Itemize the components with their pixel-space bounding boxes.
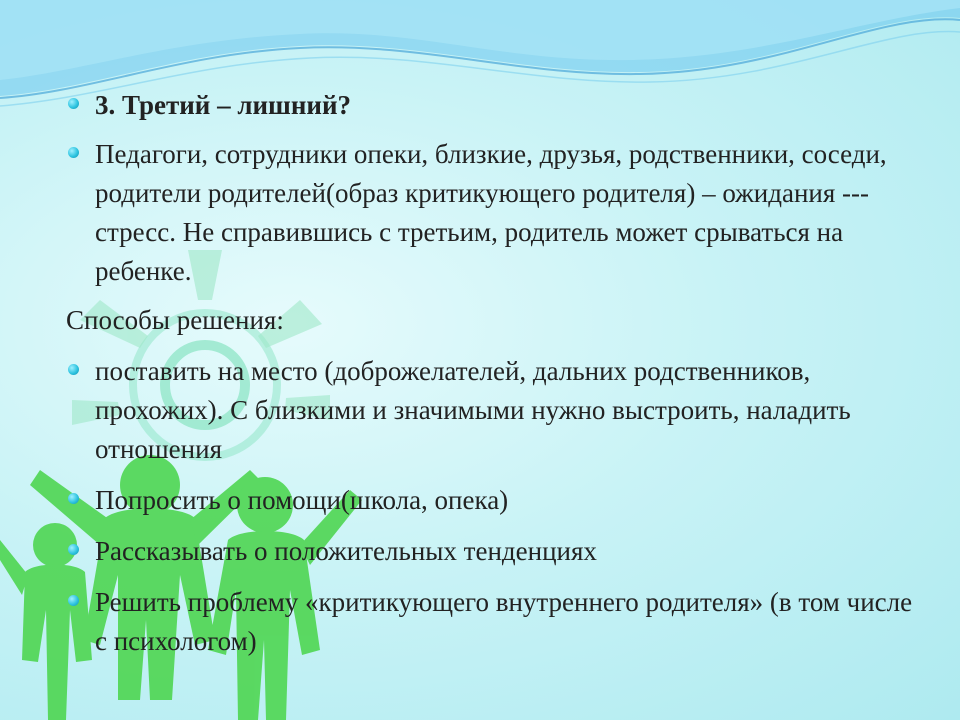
item-text: поставить на место (доброжелателей, дальних родственников, прохожих). С близкими и значимыми нужно выстроить, наладить отношения xyxy=(95,356,851,464)
slide-content xyxy=(66,86,916,661)
item-text: Решить проблему «критикующего внутреннего родителя» (в том числе с психологом) xyxy=(95,587,913,656)
bullet-item xyxy=(66,135,916,291)
bullet-icon xyxy=(68,98,79,109)
bullet-icon xyxy=(68,595,79,606)
bullet-icon xyxy=(68,544,79,555)
item-text: Попросить о помощи(школа, опека) xyxy=(95,485,509,515)
bullet-icon xyxy=(68,147,79,158)
item-text: Педагоги, сотрудники опеки, близкие, друзья, родственники, соседи, родители родителей(образ критикующего родителя) – ожидания --- стресс. Не справившись с третьим, родитель может срываться на ребенке. xyxy=(95,139,887,286)
item-text: 3. Третий – лишний? xyxy=(95,90,352,120)
item-text: Способы решения: xyxy=(66,305,284,335)
bullet-item xyxy=(66,583,916,661)
bullet-icon xyxy=(68,364,79,375)
bullet-item xyxy=(66,532,916,571)
section-label xyxy=(66,301,916,340)
bullet-item xyxy=(66,352,916,469)
bullet-item xyxy=(66,481,916,520)
bullet-icon xyxy=(68,493,79,504)
item-text: Рассказывать о положительных тенденциях xyxy=(95,536,597,566)
bullet-heading xyxy=(66,86,916,125)
